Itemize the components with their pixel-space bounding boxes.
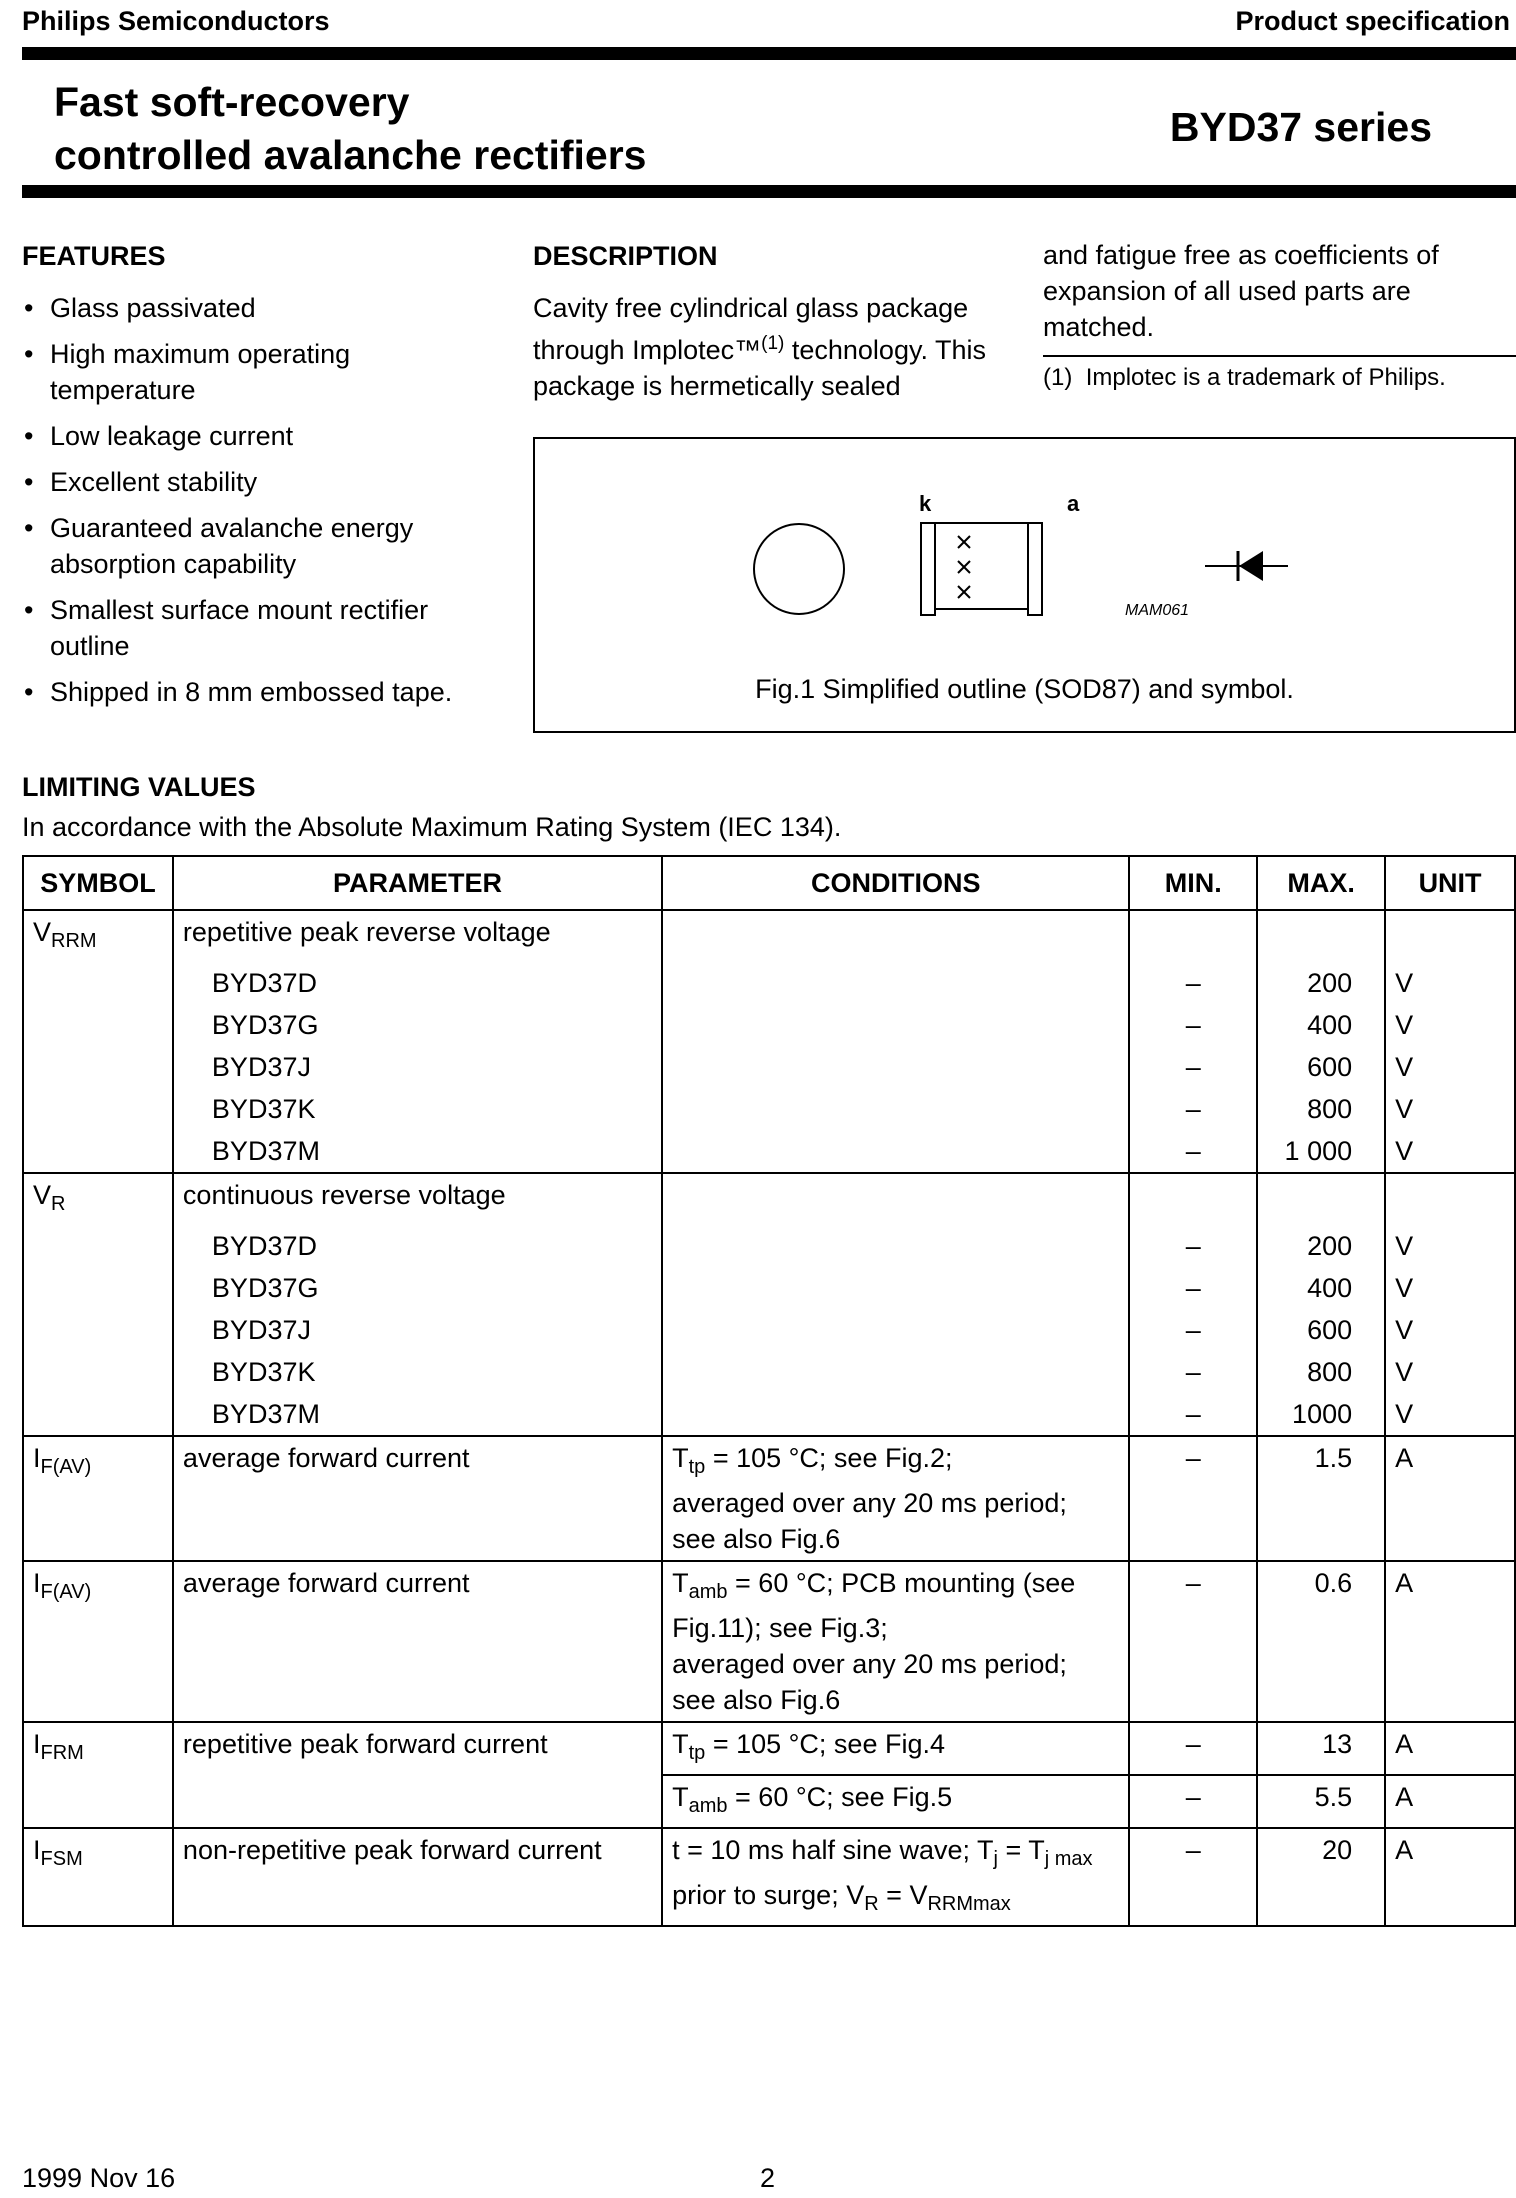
- table-row: BYD37G – 400 V: [23, 1267, 1515, 1309]
- parameter-cell: average forward current: [173, 1436, 662, 1561]
- footer-date: 1999 Nov 16: [22, 2163, 176, 2193]
- table-row: $I_{F(AV)}$ average forward current $T_{amb} = 60$ °C; PCB mounting (see Fig.11); see Fig.3; averaged over any 20 ms period; see also Fig.6 – 0.6 A: [23, 1561, 1515, 1722]
- description-text-part2: technology. This package is hermetically sealed: [533, 335, 986, 401]
- col-header-conditions: CONDITIONS: [662, 856, 1129, 910]
- cathode-cap: [921, 523, 935, 615]
- table-row: BYD37K – 800 V: [23, 1351, 1515, 1393]
- footnote-rule: [1043, 355, 1516, 357]
- features-heading: FEATURES: [22, 241, 166, 271]
- glass-marks: [958, 536, 970, 598]
- title-line-1: Fast soft-recovery: [54, 79, 410, 125]
- parameter-cell: average forward current: [173, 1561, 662, 1722]
- anode-label: a: [1067, 491, 1080, 516]
- feature-item: • Smallest surface mount rectifier outline: [22, 592, 492, 664]
- package-body: [923, 523, 1033, 609]
- symbol-cell: $I_{F(AV)}$: [23, 1561, 173, 1722]
- series-name: BYD37 series: [1169, 104, 1432, 150]
- feature-item: • Glass passivated: [22, 290, 492, 326]
- symbol-cell: $V_{RRM}$: [23, 910, 173, 962]
- parameter-cell: repetitive peak forward current: [173, 1722, 662, 1775]
- anode-cap: [1028, 523, 1042, 615]
- conditions-cell: t = 10 ms half sine wave; $T_j = T_{j max}$ prior to surge; $V_R = V_{RRMmax}$: [662, 1828, 1129, 1926]
- col-header-min: MIN.: [1129, 856, 1257, 910]
- figure-caption: Fig.1 Simplified outline (SOD87) and symbol.: [755, 674, 1294, 704]
- figure-box: [533, 437, 1516, 733]
- diode-symbol: [1205, 551, 1288, 581]
- table-row: BYD37M – 1000 V: [23, 1393, 1515, 1436]
- table-row: $I_{FSM}$ non-repetitive peak forward current t = 10 ms half sine wave; $T_j = T_{j max}$ prior to surge; $V_R = V_{RRMmax}$ – 20 A: [23, 1828, 1515, 1926]
- description-text-part1: Cavity free cylindrical glass package through Implotec™: [533, 293, 969, 365]
- limiting-values-table: [22, 855, 1516, 1927]
- parameter-cell: repetitive peak reverse voltage: [173, 910, 662, 962]
- features-list: [22, 290, 492, 710]
- table-row: $T_{amb} = 60$ °C; see Fig.5 – 5.5 A: [23, 1775, 1515, 1828]
- feature-item: • Guaranteed avalanche energy absorption capability: [22, 510, 492, 582]
- symbol-cell: $I_{F(AV)}$: [23, 1436, 173, 1561]
- table-row: BYD37J – 600 V: [23, 1046, 1515, 1088]
- limiting-values-heading: LIMITING VALUES: [22, 772, 256, 802]
- conditions-cell: $T_{amb} = 60$ °C; PCB mounting (see Fig.11); see Fig.3; averaged over any 20 ms period; see also Fig.6: [662, 1561, 1129, 1722]
- description-footnote-ref: (1): [761, 333, 785, 354]
- symbol-cell: $I_{FRM}$: [23, 1722, 173, 1775]
- document-type: Product specification: [1235, 6, 1510, 36]
- company-name: Philips Semiconductors: [22, 6, 330, 36]
- footnote-text: Implotec is a trademark of Philips.: [1085, 364, 1446, 391]
- features-list-container: [22, 290, 492, 720]
- page-title: [54, 76, 646, 182]
- header-rule: [22, 47, 1516, 60]
- description-text: [533, 290, 1003, 404]
- col-header-parameter: PARAMETER: [173, 856, 662, 910]
- footnote-mark: (1): [1043, 364, 1073, 391]
- col-header-max: MAX.: [1257, 856, 1385, 910]
- table-row: $I_{F(AV)}$ average forward current $T_{tp} = 105$ °C; see Fig.2; averaged over any 20 ms period; see also Fig.6 – 1.5 A: [23, 1436, 1515, 1561]
- table-row: BYD37D – 200 V: [23, 962, 1515, 1004]
- parameter-cell: non-repetitive peak forward current: [173, 1828, 662, 1926]
- symbol-cell: $I_{FSM}$: [23, 1828, 173, 1926]
- table-row: BYD37M – 1 000 V: [23, 1130, 1515, 1173]
- table-row: BYD37D – 200 V: [23, 1225, 1515, 1267]
- table-row: [23, 910, 1515, 962]
- description-continued: and fatigue free as coefficients of expansion of all used parts are matched.: [1043, 240, 1439, 342]
- table-row: $I_{FRM}$ repetitive peak forward current $T_{tp} = 105$ °C; see Fig.4 – 13 A: [23, 1722, 1515, 1775]
- table-row: BYD37G – 400 V: [23, 1004, 1515, 1046]
- table-row: [23, 1173, 1515, 1225]
- parameter-cell: continuous reverse voltage: [173, 1173, 662, 1225]
- title-rule: [22, 185, 1516, 198]
- page-number: 2: [760, 2163, 776, 2193]
- feature-item: • Shipped in 8 mm embossed tape.: [22, 674, 492, 710]
- description-heading: DESCRIPTION: [533, 241, 718, 271]
- symbol-cell: $V_R$: [23, 1173, 173, 1225]
- conditions-cell: $T_{amb} = 60$ °C; see Fig.5: [662, 1775, 1129, 1828]
- drawing-code: MAM061: [1125, 602, 1190, 619]
- limiting-values-intro: In accordance with the Absolute Maximum Rating System (IEC 134).: [22, 812, 842, 842]
- col-header-unit: UNIT: [1385, 856, 1515, 910]
- footnote: [1043, 364, 1446, 392]
- conditions-cell: $T_{tp} = 105$ °C; see Fig.2; averaged over any 20 ms period; see also Fig.6: [662, 1436, 1129, 1561]
- feature-item: • Excellent stability: [22, 464, 492, 500]
- cathode-label: k: [919, 491, 932, 516]
- title-line-2: controlled avalanche rectifiers: [54, 132, 647, 178]
- feature-item: • High maximum operating temperature: [22, 336, 492, 408]
- feature-item: • Low leakage current: [22, 418, 492, 454]
- table-row: BYD37K – 800 V: [23, 1088, 1515, 1130]
- conditions-cell: $T_{tp} = 105$ °C; see Fig.4: [662, 1722, 1129, 1775]
- table-header-row: [23, 856, 1515, 910]
- table-row: BYD37J – 600 V: [23, 1309, 1515, 1351]
- package-end-view: [754, 524, 844, 614]
- col-header-symbol: SYMBOL: [23, 856, 173, 910]
